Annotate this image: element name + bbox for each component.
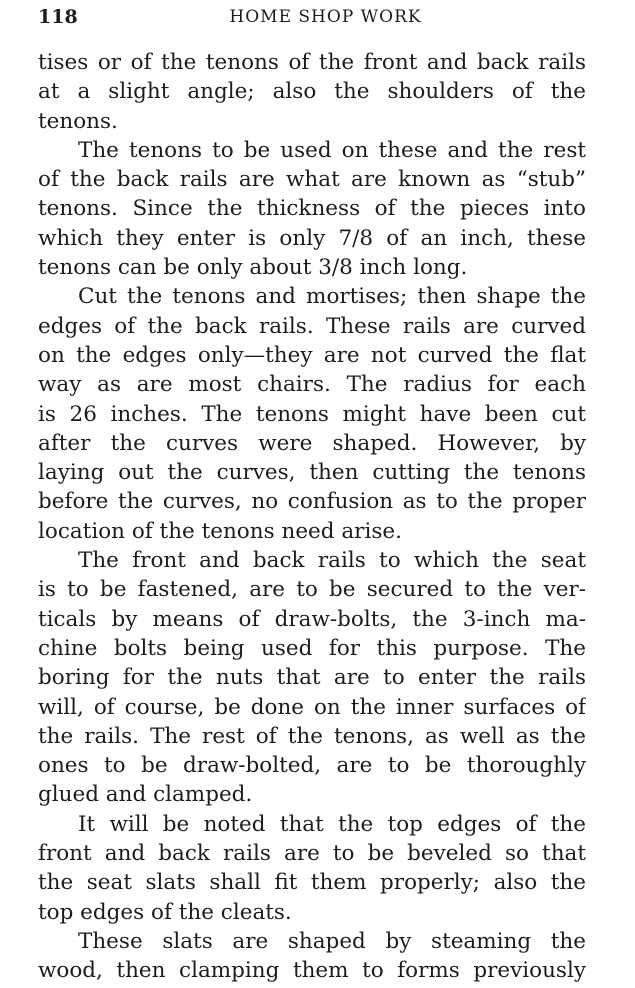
- page-number: 118: [38, 6, 78, 28]
- text-line: front and back rails are to be beveled so that: [38, 841, 586, 867]
- page-header: [38, 6, 613, 36]
- body-text: [38, 48, 586, 986]
- text-line: on the edges only—they are not curved the flat: [38, 342, 586, 368]
- text-line: tenons. Since the thickness of the pieces into: [38, 196, 586, 222]
- text-line: These slats are shaped by steaming the: [78, 928, 586, 954]
- text-line: the rails. The rest of the tenons, as well as the: [38, 723, 586, 749]
- text-line: The front and back rails to which the seat: [78, 548, 586, 574]
- text-line: is to be fastened, are to be secured to the ver-: [38, 577, 586, 603]
- text-line: The tenons to be used on these and the rest: [78, 137, 586, 163]
- text-line: edges of the back rails. These rails are curved: [38, 313, 586, 339]
- text-line: Cut the tenons and mortises; then shape the: [78, 284, 586, 310]
- text-line: ticals by means of draw-bolts, the 3-inch ma-: [38, 606, 586, 632]
- text-line: glued and clamped.: [38, 782, 253, 808]
- running-head: HOME SHOP WORK: [229, 7, 422, 27]
- text-line: after the curves were shaped. However, by: [38, 430, 586, 456]
- text-line: which they enter is only 7/8 of an inch, these: [38, 225, 586, 251]
- text-line: tenons can be only about 3/8 inch long.: [38, 255, 468, 281]
- text-line: tenons.: [38, 108, 118, 134]
- text-line: of the back rails are what are known as “stub”: [38, 167, 586, 193]
- text-line: tises or of the tenons of the front and back rails: [38, 50, 586, 75]
- text-line: top edges of the cleats.: [38, 899, 292, 925]
- text-line: at a slight angle; also the shoulders of the: [38, 79, 586, 105]
- text-line: before the curves, no confusion as to the proper: [38, 489, 586, 515]
- text-line: location of the tenons need arise.: [38, 518, 402, 544]
- text-line: chine bolts being used for this purpose. The: [38, 635, 586, 661]
- text-line: wood, then clamping them to forms previously: [38, 958, 586, 984]
- text-line: is 26 inches. The tenons might have been cut: [38, 401, 586, 427]
- text-line: boring for the nuts that are to enter the rails: [38, 665, 586, 691]
- text-line: ones to be draw-bolted, are to be thoroughly: [38, 753, 586, 779]
- text-line: It will be noted that the top edges of the: [78, 811, 586, 837]
- text-line: laying out the curves, then cutting the tenons: [38, 460, 586, 486]
- text-line: the seat slats shall fit them properly; also the: [38, 870, 586, 896]
- text-line: will, of course, be done on the inner surfaces of: [38, 694, 586, 720]
- text-line: way as are most chairs. The radius for each: [38, 372, 586, 398]
